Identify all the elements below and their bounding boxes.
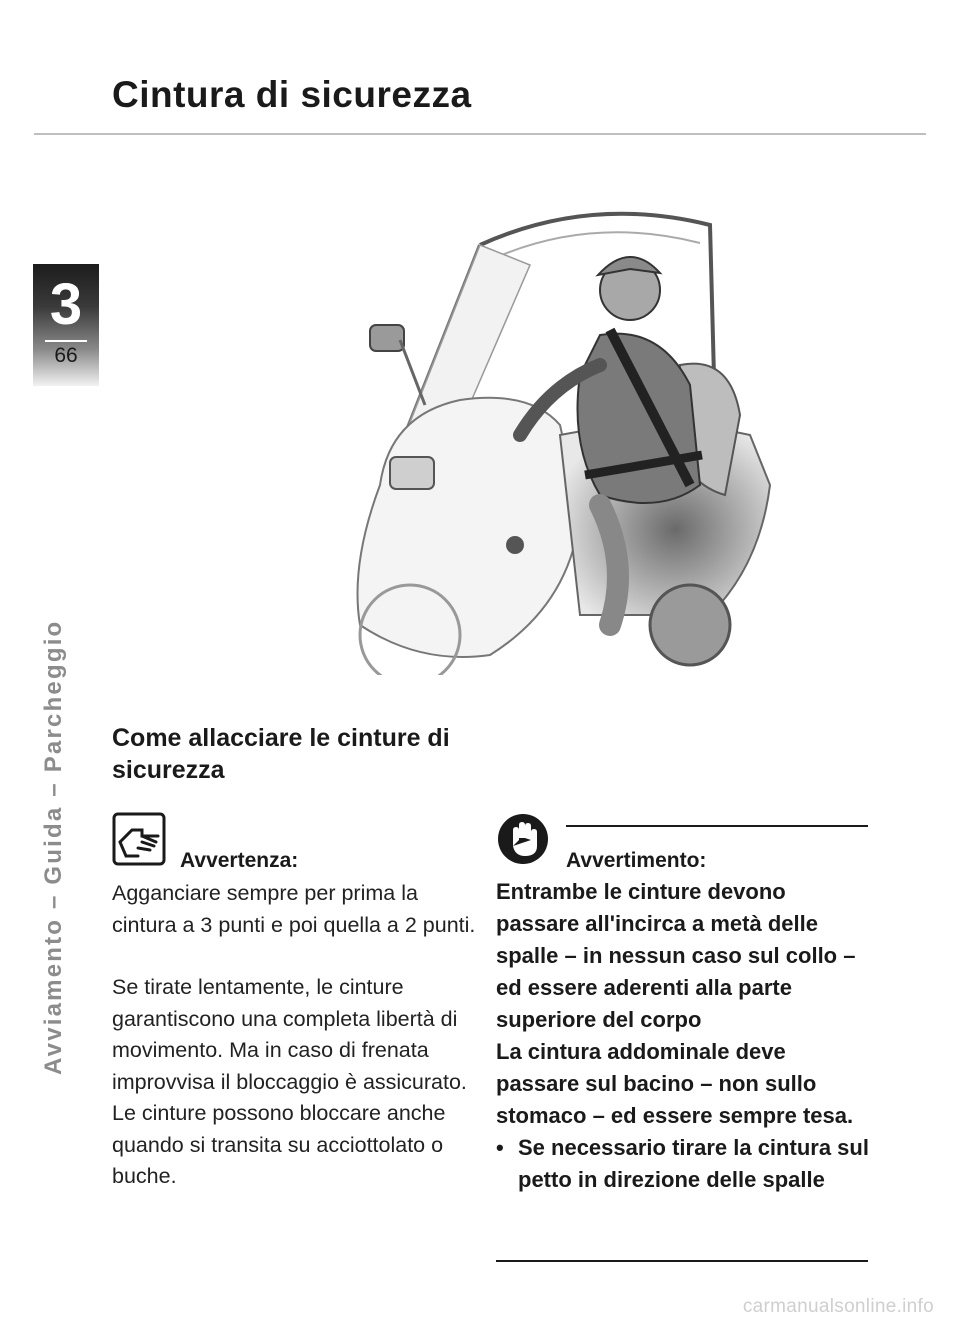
section-heading: Come allacciare le cinture di sicurezza: [112, 724, 450, 784]
watermark: carmanualsonline.info: [742, 1296, 934, 1317]
warning-bullet-list: [496, 1132, 871, 1196]
chapter-divider: [45, 340, 87, 342]
chapter-number: 3: [49, 272, 83, 337]
stop-hand-icon: [496, 812, 550, 866]
note-label: Avvertenza:: [180, 849, 299, 872]
warning-label: Avvertimento:: [566, 849, 707, 872]
page-title: Cintura di sicurezza: [112, 74, 472, 115]
warning-bottom-rule: [496, 1260, 868, 1262]
title-divider: [34, 133, 926, 135]
note-paragraph: Se tirate lentamente, le cinture garantiscono una completa libertà di movimento. Ma in caso di frenata improvvisa il bloccaggio è assicurato.: [112, 975, 467, 1094]
note-body: [112, 878, 482, 1193]
warning-paragraph: La cintura addominale deve passare sul bacino – non sullo stomaco – ed essere sempre tesa.: [496, 1039, 854, 1128]
warning-top-rule: [566, 825, 868, 827]
pointing-hand-icon: [112, 812, 166, 866]
chapter-tab: [33, 264, 99, 386]
section-side-title: Avviamento – Guida – Parcheggio: [40, 619, 67, 1075]
scooter-rider-seatbelt-illustration: [330, 185, 800, 675]
note-paragraph: Agganciare sempre per prima la cintura a 3 punti e poi quella a 2 punti.: [112, 881, 476, 937]
page-number: 66: [54, 344, 78, 367]
note-paragraph: Le cinture possono bloccare anche quando si transita su acciottolato o buche.: [112, 1101, 446, 1188]
warning-body: [496, 876, 871, 1196]
warning-bullet-item: • Se necessario tirare la cintura sul petto in direzione delle spalle: [496, 1132, 871, 1196]
warning-paragraph: Entrambe le cinture devono passare all'incirca a metà delle spalle – in nessun caso sul collo – ed essere aderenti alla parte superiore del corpo: [496, 879, 856, 1032]
